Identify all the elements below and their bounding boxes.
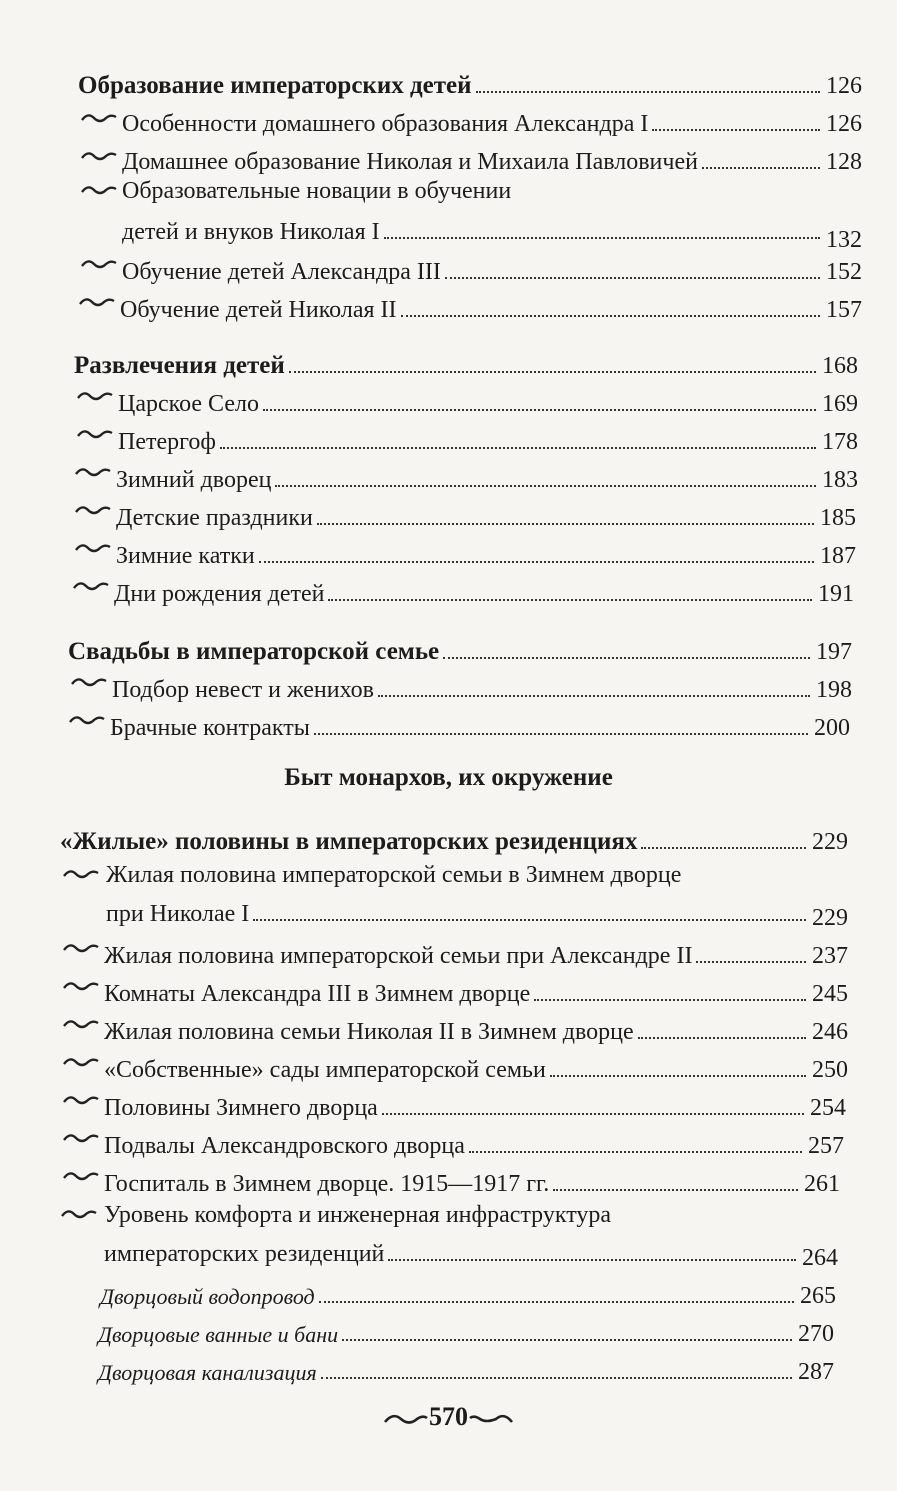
item-title: Жилая половина императорской семьи при Александре II [104,943,693,969]
leader-dots [702,167,820,169]
page-number: 169 [822,391,858,417]
leader-dots [476,91,820,93]
swirl-ornament-icon [76,426,114,442]
leader-dots [321,1377,792,1379]
toc-section[interactable] [68,626,852,666]
swirl-ornament-icon [76,388,114,404]
subitem-title: Дворцовые ванные и бани [98,1322,339,1347]
toc-subitem[interactable] [100,1270,836,1310]
swirl-ornament-icon [62,1168,100,1184]
leader-dots [314,733,808,735]
leader-dots [259,561,814,563]
subitem-title: Дворцовая канализация [98,1360,317,1385]
page-number: 250 [812,1057,848,1083]
item-title: «Собственные» сады императорской семьи [104,1057,546,1083]
leader-dots [638,1037,806,1039]
subitem-title: Дворцовый водопровод [100,1284,315,1309]
item-title: Жилая половина семьи Николая II в Зимнем дворце [104,1019,634,1045]
leader-dots [275,485,816,487]
toc-item[interactable] [104,1044,848,1084]
swirl-ornament-icon [74,540,112,556]
page-number: 126 [826,73,862,99]
toc-item[interactable] [104,1006,848,1046]
page-number: 229 [812,905,848,931]
swirl-ornament-icon [60,1206,98,1222]
item-title: Госпиталь в Зимнем дворце. 1915—1917 гг. [104,1171,550,1197]
section-title: Свадьбы в императорской семье [68,638,440,665]
page-number: 197 [816,639,852,665]
swirl-ornament-icon [80,256,118,272]
item-title: Подвалы Александровского дворца [104,1133,465,1159]
toc-item[interactable] [122,174,862,253]
page-number: 126 [826,111,862,137]
page-number: 187 [820,543,856,569]
leader-dots [652,129,820,131]
page-number: 254 [810,1095,846,1121]
toc-item[interactable] [104,1082,846,1122]
swirl-ornament-icon [62,1054,100,1070]
page-number: 257 [808,1133,844,1159]
swirl-ornament-icon [78,294,116,310]
toc-subitem[interactable] [98,1308,834,1348]
toc-item[interactable] [104,1120,844,1160]
item-title: Особенности домашнего образования Александра I [122,111,649,137]
item-title: Брачные контракты [110,715,310,741]
page-number: 185 [820,505,856,531]
swirl-ornament-icon [70,674,108,690]
leader-dots [388,1259,796,1261]
page-number: 237 [812,943,848,969]
page-folio [0,1402,897,1432]
swirl-ornament-icon [80,148,118,164]
page-number: 198 [816,677,852,703]
toc-item[interactable] [104,968,848,1008]
swirl-ornament-icon [72,578,110,594]
toc-item[interactable] [122,136,862,176]
toc-item[interactable] [104,1198,838,1271]
item-title: Комнаты Александра III в Зимнем дворце [104,981,531,1007]
leader-dots [553,1189,798,1191]
page-number: 183 [822,467,858,493]
toc-item[interactable] [104,1158,840,1198]
swirl-ornament-icon [62,940,100,956]
toc-item[interactable] [116,454,858,494]
swirl-ornament-icon [80,182,118,198]
page-number: 200 [814,715,850,741]
item-title: Домашнее образование Николая и Михаила Павловичей [122,149,698,175]
leader-dots [378,695,810,697]
leader-dots [641,847,806,849]
page-number: 245 [812,981,848,1007]
leader-dots [469,1151,802,1153]
item-title: Зимний дворец [116,467,272,493]
toc-item[interactable] [122,98,862,138]
item-title-continued: при Николае I [106,901,250,927]
page-number: 152 [826,259,862,285]
leader-dots [342,1339,792,1341]
page-number: 270 [798,1321,834,1347]
item-title-continued: детей и внуков Николая I [122,219,380,245]
leader-dots [401,315,821,317]
toc-section[interactable] [60,816,848,856]
toc-section[interactable] [78,60,862,100]
toc-item[interactable] [120,284,862,324]
item-title: Подбор невест и женихов [112,677,375,703]
section-title: «Жилые» половины в императорских резиденциях [60,828,638,855]
leader-dots [220,447,816,449]
swirl-ornament-icon [62,1130,100,1146]
section-title: Развлечения детей [74,352,285,379]
toc-item[interactable] [118,416,858,456]
item-title: Половины Зимнего дворца [104,1095,378,1121]
item-title: Обучение детей Николая II [120,297,397,323]
page-number: 157 [826,297,862,323]
toc-item[interactable] [118,378,858,418]
page-number: 229 [812,829,848,855]
swirl-ornament-icon [62,978,100,994]
leader-dots [328,599,812,601]
leader-dots [443,657,810,659]
page-number: 128 [826,149,862,175]
toc-item[interactable] [106,858,848,931]
page-number: 168 [822,353,858,379]
swirl-ornament-icon [383,1410,429,1428]
leader-dots [319,1301,794,1303]
page-number: 178 [822,429,858,455]
item-title: Жилая половина императорской семьи в Зимнем дворце [106,862,682,888]
toc-item[interactable] [116,492,856,532]
leader-dots [289,371,816,373]
swirl-ornament-icon [74,502,112,518]
item-title: Образовательные новации в обучении [122,178,512,204]
leader-dots [550,1075,806,1077]
leader-dots [253,919,806,921]
leader-dots [696,961,806,963]
leader-dots [382,1113,804,1115]
item-title: Царское Село [118,391,259,417]
swirl-ornament-icon [68,712,106,728]
page-number: 287 [798,1359,834,1385]
page-number: 261 [804,1171,840,1197]
swirl-ornament-icon [80,110,118,126]
swirl-ornament-icon [62,1092,100,1108]
swirl-ornament-icon [74,464,112,480]
page-number: 191 [818,581,854,607]
leader-dots [445,277,820,279]
toc-item[interactable] [110,702,850,742]
leader-dots [384,237,820,239]
page-number: 264 [802,1245,838,1271]
toc-item[interactable] [114,568,854,608]
item-title: Зимние катки [116,543,255,569]
item-title: Дни рождения детей [114,581,325,607]
toc-item[interactable] [116,530,856,570]
leader-dots [263,409,816,411]
swirl-ornament-icon [62,866,100,882]
toc-section[interactable] [74,340,858,380]
toc-subitem[interactable] [98,1346,834,1386]
item-title-continued: императорских резиденций [104,1241,385,1267]
leader-dots [317,523,814,525]
page-number: 246 [812,1019,848,1045]
item-title: Обучение детей Александра III [122,259,441,285]
part-heading: Быт монархов, их окружение [284,764,613,791]
section-title: Образование императорских детей [78,72,472,99]
toc-item[interactable] [112,664,852,704]
leader-dots [534,999,806,1001]
folio-number: 570 [429,1402,468,1431]
toc-item[interactable] [122,246,862,286]
swirl-ornament-icon [62,1016,100,1032]
item-title: Детские праздники [116,505,313,531]
item-title: Петергоф [118,429,216,455]
page-number: 265 [800,1283,836,1309]
swirl-ornament-icon [468,1410,514,1428]
page-number: 132 [826,227,862,253]
item-title: Уровень комфорта и инженерная инфраструктура [104,1202,612,1228]
toc-item[interactable] [104,930,848,970]
